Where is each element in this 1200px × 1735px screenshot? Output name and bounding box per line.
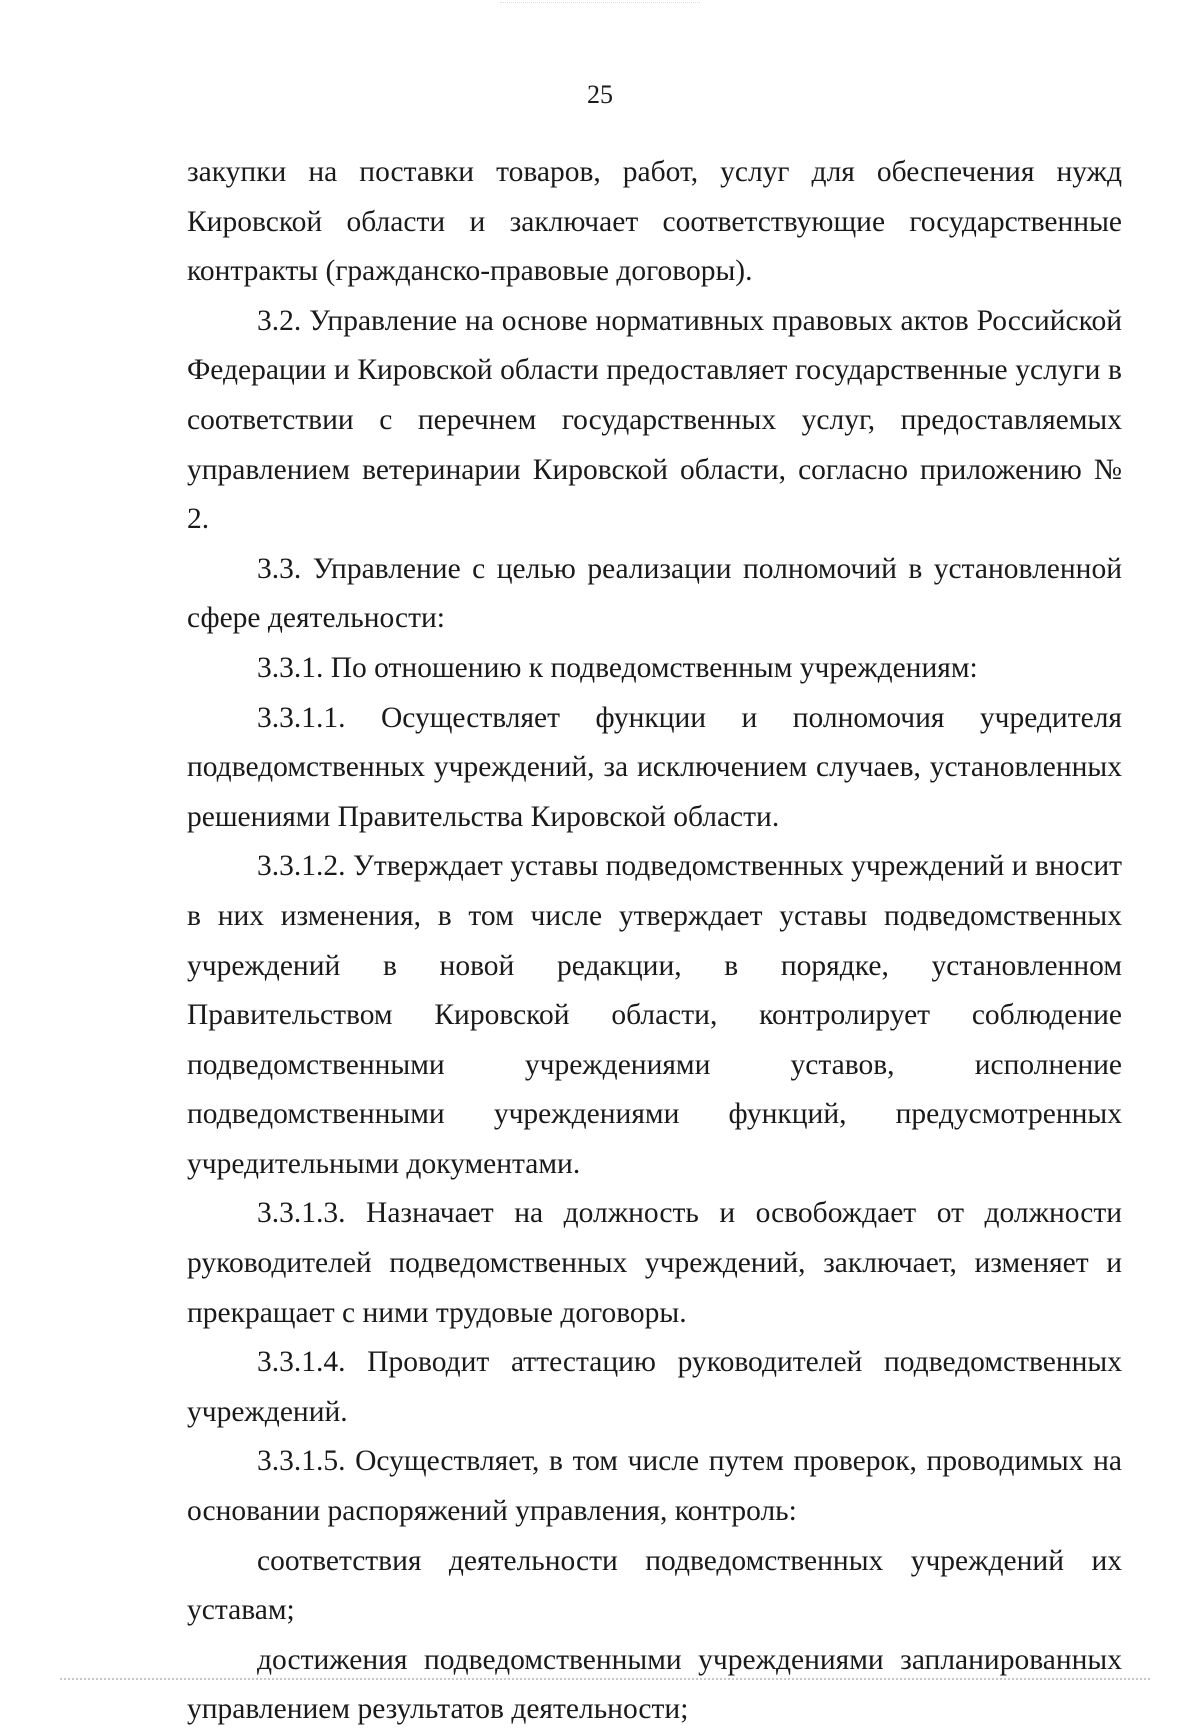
- paragraph-3-3-1-3: 3.3.1.3. Назначает на должность и освобождает от должности руководителей подведомственных учреждений, заключает, изменяет и прекращает с ними трудовые договоры.: [187, 1197, 1122, 1329]
- paragraph-continuation: закупки на поставки товаров, работ, услуг для обеспечения нужд Кировской области и заключает соответствующие государственные контракты (гражданско-правовые договоры).: [187, 156, 1122, 288]
- page-number: 25: [587, 80, 613, 109]
- paragraph-3-3: 3.3. Управление с целью реализации полномочий в установленной сфере деятельности:: [187, 552, 1122, 635]
- document-body: [187, 148, 1122, 1735]
- scan-artifact-top: [500, 2, 700, 3]
- paragraph-3-3-1-2: 3.3.1.2. Утверждает уставы подведомственных учреждений и вносит в них изменения, в том числе утверждает уставы подведомственных учреждений в новой редакции, в порядке, установленном Правительством Кировской области, контролирует соблюдение подведомственными учреждениями уставов, исполнение подведомственными учреждениями функций, предусмотренных учредительными документами.: [187, 850, 1122, 1180]
- paragraph-3-3-1: 3.3.1. По отношению к подведомственным учреждениям:: [257, 651, 978, 684]
- scan-artifact-bottom: [60, 1678, 1150, 1680]
- paragraph-3-3-1-4: 3.3.1.4. Проводит аттестацию руководителей подведомственных учреждений.: [187, 1346, 1122, 1428]
- paragraph-3-3-1-1: 3.3.1.1. Осуществляет функции и полномочия учредителя подведомственных учреждений, за исключением случаев, установленных решениями Правительства Кировской области.: [187, 701, 1122, 833]
- list-item-compliance: соответствия деятельности подведомственных учреждений их уставам;: [187, 1544, 1122, 1627]
- paragraph-3-2: 3.2. Управление на основе нормативных правовых актов Российской Федерации и Кировской области предоставляет государственные услуги в соответствии с перечнем государственных услуг, предоставляемых управлением ветеринарии Кировской области, согласно приложению № 2.: [187, 304, 1122, 536]
- paragraph-3-3-1-5: 3.3.1.5. Осуществляет, в том числе путем проверок, проводимых на основании распоряжений управления, контроль:: [187, 1445, 1122, 1528]
- list-item-results: достижения подведомственными учреждениями запланированных управлением результатов деятельности;: [187, 1643, 1122, 1726]
